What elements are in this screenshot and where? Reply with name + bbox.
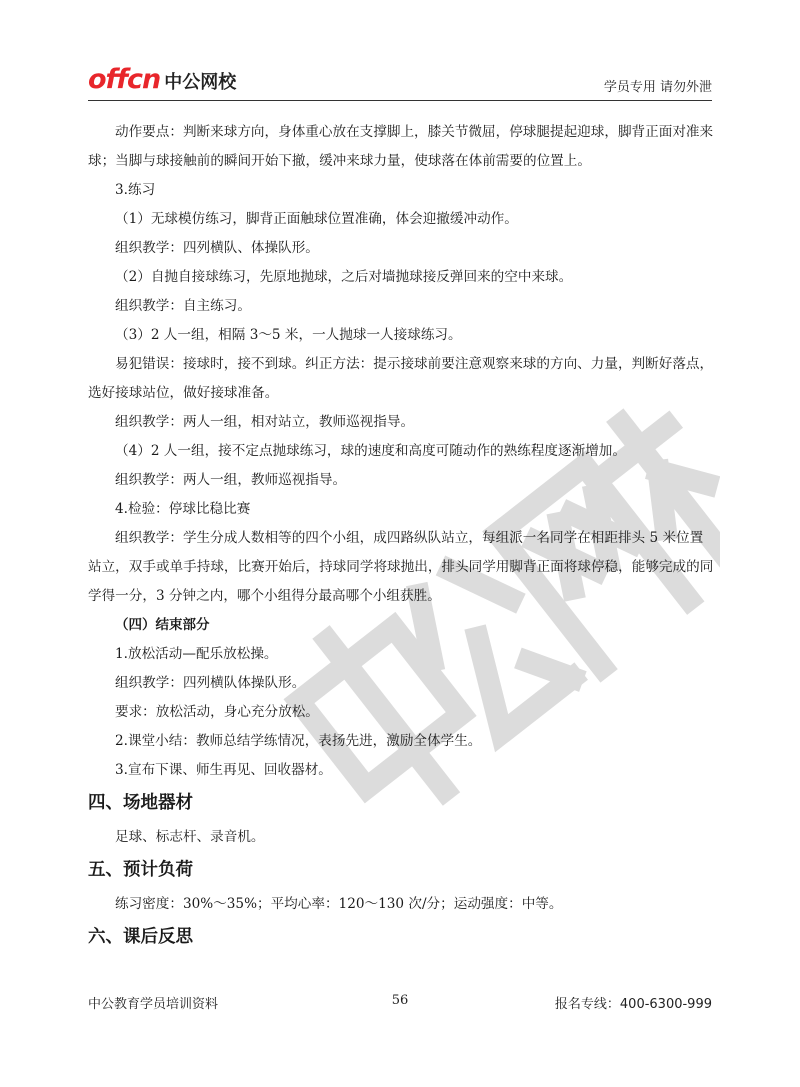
logo-wordmark: offcn xyxy=(88,64,161,95)
paragraph: （3）2 人一组，相隔 3～5 米，一人抛球一人接球练习。 xyxy=(115,327,462,343)
document-body xyxy=(88,118,716,957)
paragraph: 组织教学：四列横队体操队形。 xyxy=(115,675,306,691)
paragraph: 3.宣布下课、师生再见、回收器材。 xyxy=(115,762,332,778)
paragraph: （4）2 人一组，接不定点抛球练习，球的速度和高度可随动作的熟练程度逐渐增加。 xyxy=(115,443,626,459)
paragraph: 要求：放松活动，身心充分放松。 xyxy=(115,704,319,720)
paragraph: 动作要点：判断来球方向，身体重心放在支撑脚上，膝关节微屈，停球腿提起迎球，脚背正面对准来球；当脚与球接触前的瞬间开始下撤，缓冲来球力量，使球落在体前需要的位置上。 xyxy=(88,124,714,169)
page-number: 56 xyxy=(391,993,409,1008)
paragraph: 组织教学：两人一组，相对站立，教师巡视指导。 xyxy=(115,414,415,430)
paragraph: 练习密度：30%～35%；平均心率：120～130 次/分；运动强度：中等。 xyxy=(115,896,563,912)
paragraph: 1.放松活动—配乐放松操。 xyxy=(115,646,278,662)
paragraph: 组织教学：四列横队、体操队形。 xyxy=(115,240,319,256)
paragraph: 组织教学：自主练习。 xyxy=(115,298,251,314)
section-heading: 六、课后反思 xyxy=(88,927,193,947)
page-header xyxy=(88,62,712,101)
paragraph: 组织教学：学生分成人数相等的四个小组，成四路纵队站立，每组派一名同学在相距排头 5 米位置站立，双手或单手持球，比赛开始后，持球同学将球抛出，排头同学用脚背正面将球停稳，能够完成的同学得一分，3 分钟之内，哪个小组得分最高哪个小组获胜。 xyxy=(88,530,714,604)
section-heading: 四、场地器材 xyxy=(88,793,193,813)
paragraph: 3.练习 xyxy=(115,182,156,198)
subsection-heading: （四）结束部分 xyxy=(115,617,210,633)
offcn-logo xyxy=(88,64,236,96)
paragraph: 4.检验：停球比稳比赛 xyxy=(115,501,251,517)
paragraph: 易犯错误：接球时，接不到球。纠正方法：提示接球前要注意观察来球的方向、力量，判断好落点，选好接球站位，做好接球准备。 xyxy=(88,356,714,401)
logo-brand: 中公网校 xyxy=(164,72,237,93)
paragraph: （2）自抛自接球练习，先原地抛球，之后对墙抛球接反弹回来的空中来球。 xyxy=(115,269,573,285)
paragraph: 2.课堂小结：教师总结学练情况，表扬先进，激励全体学生。 xyxy=(115,733,482,749)
paragraph: （1）无球模仿练习，脚背正面触球位置准确，体会迎撤缓冲动作。 xyxy=(115,211,518,227)
section-heading: 五、预计负荷 xyxy=(88,860,193,880)
paragraph: 足球、标志杆、录音机。 xyxy=(115,829,265,845)
page-footer xyxy=(88,993,712,1013)
footer-left: 中公教育学员培训资料 xyxy=(88,997,219,1012)
paragraph: 组织教学：两人一组，教师巡视指导。 xyxy=(115,472,347,488)
header-note: 学员专用 请勿外泄 xyxy=(603,80,712,95)
footer-hotline: 报名专线：400-6300-999 xyxy=(554,997,712,1012)
